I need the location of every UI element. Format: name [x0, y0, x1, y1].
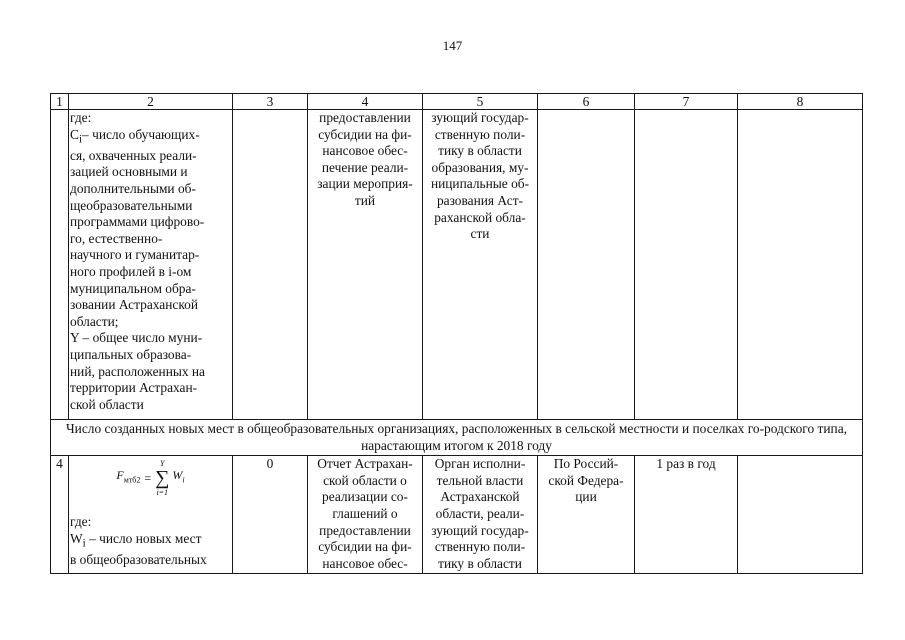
formula-description-cell: [69, 456, 233, 574]
header-cell: 8: [738, 94, 863, 110]
formula-term: W: [172, 468, 183, 483]
sum-operator: [155, 459, 169, 497]
level-cell: По Россий- ской Федера- ции: [538, 456, 635, 574]
formula-description-cell: где: $C_i-$ число обучающих- ся, охваченных реали- зацией основными и дополнительными об- щеобразовательными программами цифрово- го, естественно- научного и гуманитар- ного профилей в i-ом муниципальном обра- зовании Астраханской области; Y – общее число муни- ципальных образова- ний, расположенных на территории Астрахан- ской области: [69, 110, 233, 420]
formula-lhs: F: [116, 468, 124, 483]
source-cell: Отчет Астрахан- ской области о реализации со- глашений о предоставлении субсидии на фи- нансовое обес-: [308, 456, 423, 574]
header-cell: 4: [308, 94, 423, 110]
notes-cell: [738, 456, 863, 574]
table-row: [51, 456, 863, 574]
header-row: [51, 94, 863, 110]
formula-lhs-subscript: мтб2: [123, 475, 141, 485]
header-cell: 5: [423, 94, 538, 110]
indicator-table: [50, 93, 863, 574]
responsible-cell: зующий государ- ственную поли- тику в области образования, му- ниципальные об- разования Аст- раханской обла- сти: [423, 110, 538, 420]
base-value-cell: [233, 110, 308, 420]
section-title: Число созданных новых мест в общеобразовательных организациях, расположенных в сельской местности и поселках го-родского типа, нарастающим итогом к 2018 году: [51, 420, 863, 456]
header-cell: 6: [538, 94, 635, 110]
page-number: 147: [442, 38, 463, 53]
level-cell: [538, 110, 635, 420]
formula-legend: где: $W_i$ – число новых мест в общеобразовательных: [70, 514, 207, 568]
base-value-cell: 0: [233, 456, 308, 574]
notes-cell: [738, 110, 863, 420]
header-cell: 2: [69, 94, 233, 110]
formula-equals: =: [144, 470, 152, 485]
table-row: [51, 110, 863, 420]
sigma-symbol: ∑: [155, 467, 170, 490]
source-cell: предоставлении субсидии на фи- нансовое обес- печение реали- зации мероприя- тий: [308, 110, 423, 420]
row-number-cell: [51, 110, 69, 420]
formula-term-subscript: i: [182, 475, 185, 485]
formula: [70, 456, 231, 500]
sum-upper-limit: Y: [160, 459, 165, 469]
period-cell: [635, 110, 738, 420]
responsible-cell: Орган исполни- тельной власти Астраханской области, реали- зующий государ- ственную поли- тику в области: [423, 456, 538, 574]
sum-lower-limit: i=1: [156, 488, 169, 498]
header-cell: 7: [635, 94, 738, 110]
row-number-cell: 4: [51, 456, 69, 574]
header-cell: 3: [233, 94, 308, 110]
section-row: [51, 420, 863, 456]
header-cell: 1: [51, 94, 69, 110]
period-cell: 1 раз в год: [635, 456, 738, 574]
